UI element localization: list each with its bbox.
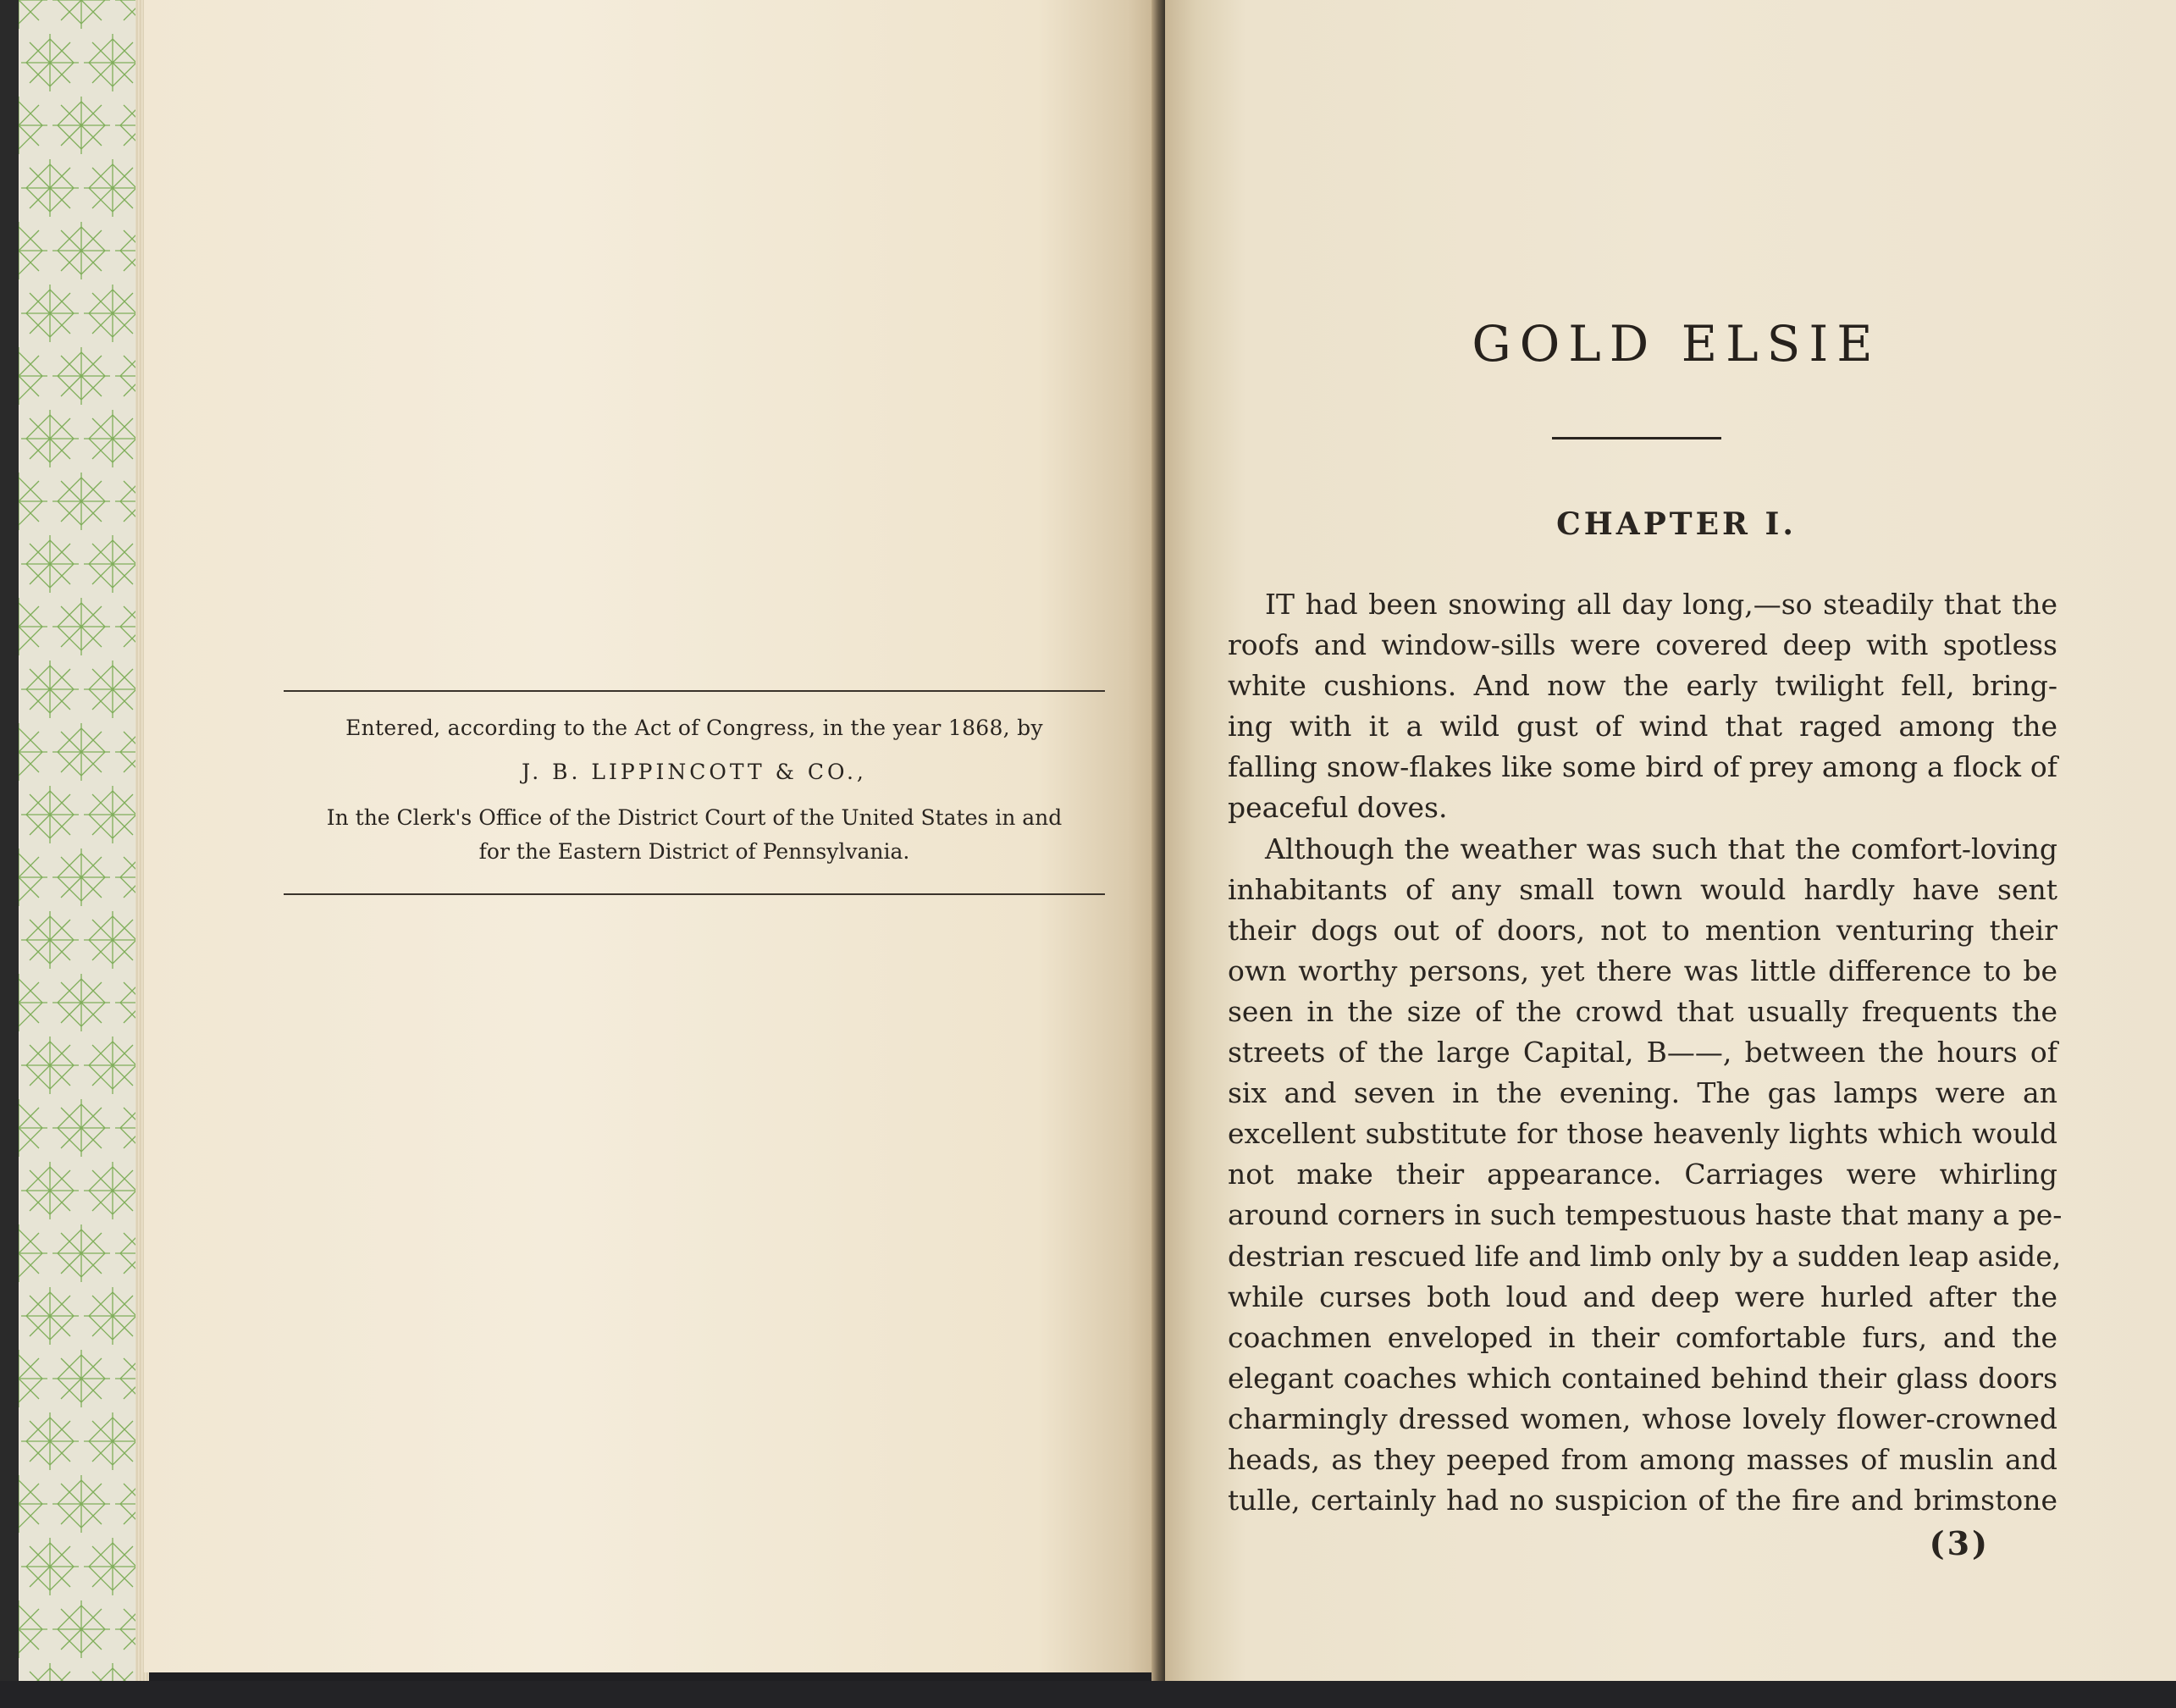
endpaper-star <box>52 473 110 530</box>
copyright-office-line-2: for the Eastern District of Pennsylvania. <box>478 839 910 864</box>
page-number: (3) <box>1929 1524 1990 1562</box>
endpaper-star <box>52 1600 110 1658</box>
text-line: excellent substitute for those heavenly lights which would <box>1228 1117 2057 1151</box>
endpaper-star <box>19 97 47 154</box>
text-line: white cushions. And now the early twilight fell, bring- <box>1228 669 2057 703</box>
text-line: heads, as they peeped from among masses of muslin and <box>1228 1442 2057 1476</box>
endpaper-star <box>19 1224 47 1282</box>
endpaper-star <box>52 1224 110 1282</box>
endpaper-star <box>21 285 79 342</box>
endpaper-star <box>19 222 47 279</box>
endpaper-star <box>21 911 79 969</box>
text-line: seen in the size of the crowd that usually frequents the <box>1228 994 2057 1028</box>
text-line: coachmen enveloped in their comfortable furs, and the <box>1228 1320 2057 1354</box>
endpaper-star <box>21 786 79 843</box>
text-line: while curses both loud and deep were hurled after the <box>1228 1280 2057 1313</box>
text-line: falling snow-flakes like some bird of prey among a flock of <box>1228 750 2057 784</box>
endpaper-star <box>21 661 79 718</box>
endpaper-star <box>21 1162 79 1219</box>
endpaper-star <box>52 97 110 154</box>
text-line: roofs and window-sills were covered deep with spotless <box>1228 628 2057 662</box>
text-line: charmingly dressed women, whose lovely flower-crowned <box>1228 1401 2057 1435</box>
endpaper-star <box>21 1036 79 1094</box>
endpaper-star <box>19 974 47 1031</box>
endpaper-star <box>21 410 79 467</box>
text-line: streets of the large Capital, B——, between the hours of <box>1228 1036 2057 1070</box>
endpaper-star <box>19 0 47 29</box>
copyright-publisher: J. B. LIPPINCOTT & CO., <box>522 760 867 784</box>
endpaper-star <box>19 598 47 655</box>
title-rule <box>1552 437 1721 439</box>
endpaper-star <box>52 848 110 906</box>
text-line: peaceful doves. <box>1228 791 1448 825</box>
text-line: ing with it a wild gust of wind that raged among the <box>1228 710 2057 743</box>
chapter-heading: CHAPTER I. <box>1556 506 1797 542</box>
text-line: inhabitants of any small town would hardly have sent <box>1228 872 2057 906</box>
endpaper-star <box>84 1287 141 1345</box>
endpaper-star <box>52 598 110 655</box>
text-line: own worthy persons, yet there was little difference to be <box>1228 953 2057 987</box>
endpaper-star <box>52 723 110 781</box>
text-line: IT had been snowing all day long,—so steadily that the <box>1265 588 2057 621</box>
text-line: six and seven in the evening. The gas lamps were an <box>1228 1076 2057 1110</box>
text-line: not make their appearance. Carriages were whirling <box>1228 1158 2057 1191</box>
endpaper-star <box>84 1538 141 1595</box>
endpaper-star <box>84 34 141 91</box>
endpaper-star <box>52 0 110 29</box>
endpaper-star <box>52 1475 110 1533</box>
endpaper-star <box>21 159 79 217</box>
endpaper-star <box>84 410 141 467</box>
copyright-bottom-rule <box>284 893 1105 895</box>
endpaper-pattern <box>19 0 144 1689</box>
endpaper-star <box>84 1036 141 1094</box>
endpaper-star <box>19 1350 47 1407</box>
endpaper-star <box>19 1475 47 1533</box>
endpaper-star <box>19 1600 47 1658</box>
endpaper-star <box>21 535 79 593</box>
endpaper-star <box>52 974 110 1031</box>
endpaper-star <box>84 535 141 593</box>
endpaper-star <box>84 661 141 718</box>
text-line: destrian rescued life and limb only by a sudden leap aside, <box>1228 1239 2062 1273</box>
text-line: tulle, certainly had no suspicion of the fire and brimstone <box>1228 1484 2057 1517</box>
endpaper-star <box>52 222 110 279</box>
endpaper-star <box>19 723 47 781</box>
book-title: GOLD ELSIE <box>1472 315 1881 373</box>
endpaper-star <box>21 34 79 91</box>
endpaper-star <box>19 1099 47 1157</box>
book-cover-bottom-edge <box>0 1681 2176 1708</box>
endpaper-star-pattern <box>19 0 144 1689</box>
endpaper-star <box>52 1099 110 1157</box>
text-line: around corners in such tempestuous haste that many a pe- <box>1228 1198 2063 1232</box>
copyright-top-rule <box>284 690 1105 692</box>
copyright-office-line-1: In the Clerk's Office of the District Court of the United States in and <box>326 805 1063 830</box>
text-line: Although the weather was such that the comfort-loving <box>1265 832 2057 865</box>
endpaper-star <box>21 1287 79 1345</box>
endpaper-star <box>84 285 141 342</box>
text-line: elegant coaches which contained behind their glass doors <box>1228 1361 2057 1395</box>
endpaper-star <box>84 1162 141 1219</box>
endpaper-star <box>84 159 141 217</box>
chapter-body-text <box>1228 584 2063 1521</box>
endpaper-star <box>52 1350 110 1407</box>
endpaper-star <box>84 786 141 843</box>
endpaper-star <box>52 347 110 405</box>
endpaper-star <box>19 848 47 906</box>
endpaper-star <box>21 1538 79 1595</box>
book-cover-board <box>0 0 20 1708</box>
endpaper-star <box>21 1412 79 1470</box>
copyright-entered-line: Entered, according to the Act of Congress, in the year 1868, by <box>345 716 1043 740</box>
endpaper-star <box>84 911 141 969</box>
left-page <box>144 0 1160 1672</box>
endpaper-star <box>84 1412 141 1470</box>
endpaper-star <box>19 473 47 530</box>
endpaper-star <box>19 347 47 405</box>
text-line: their dogs out of doors, not to mention venturing their <box>1228 913 2057 947</box>
